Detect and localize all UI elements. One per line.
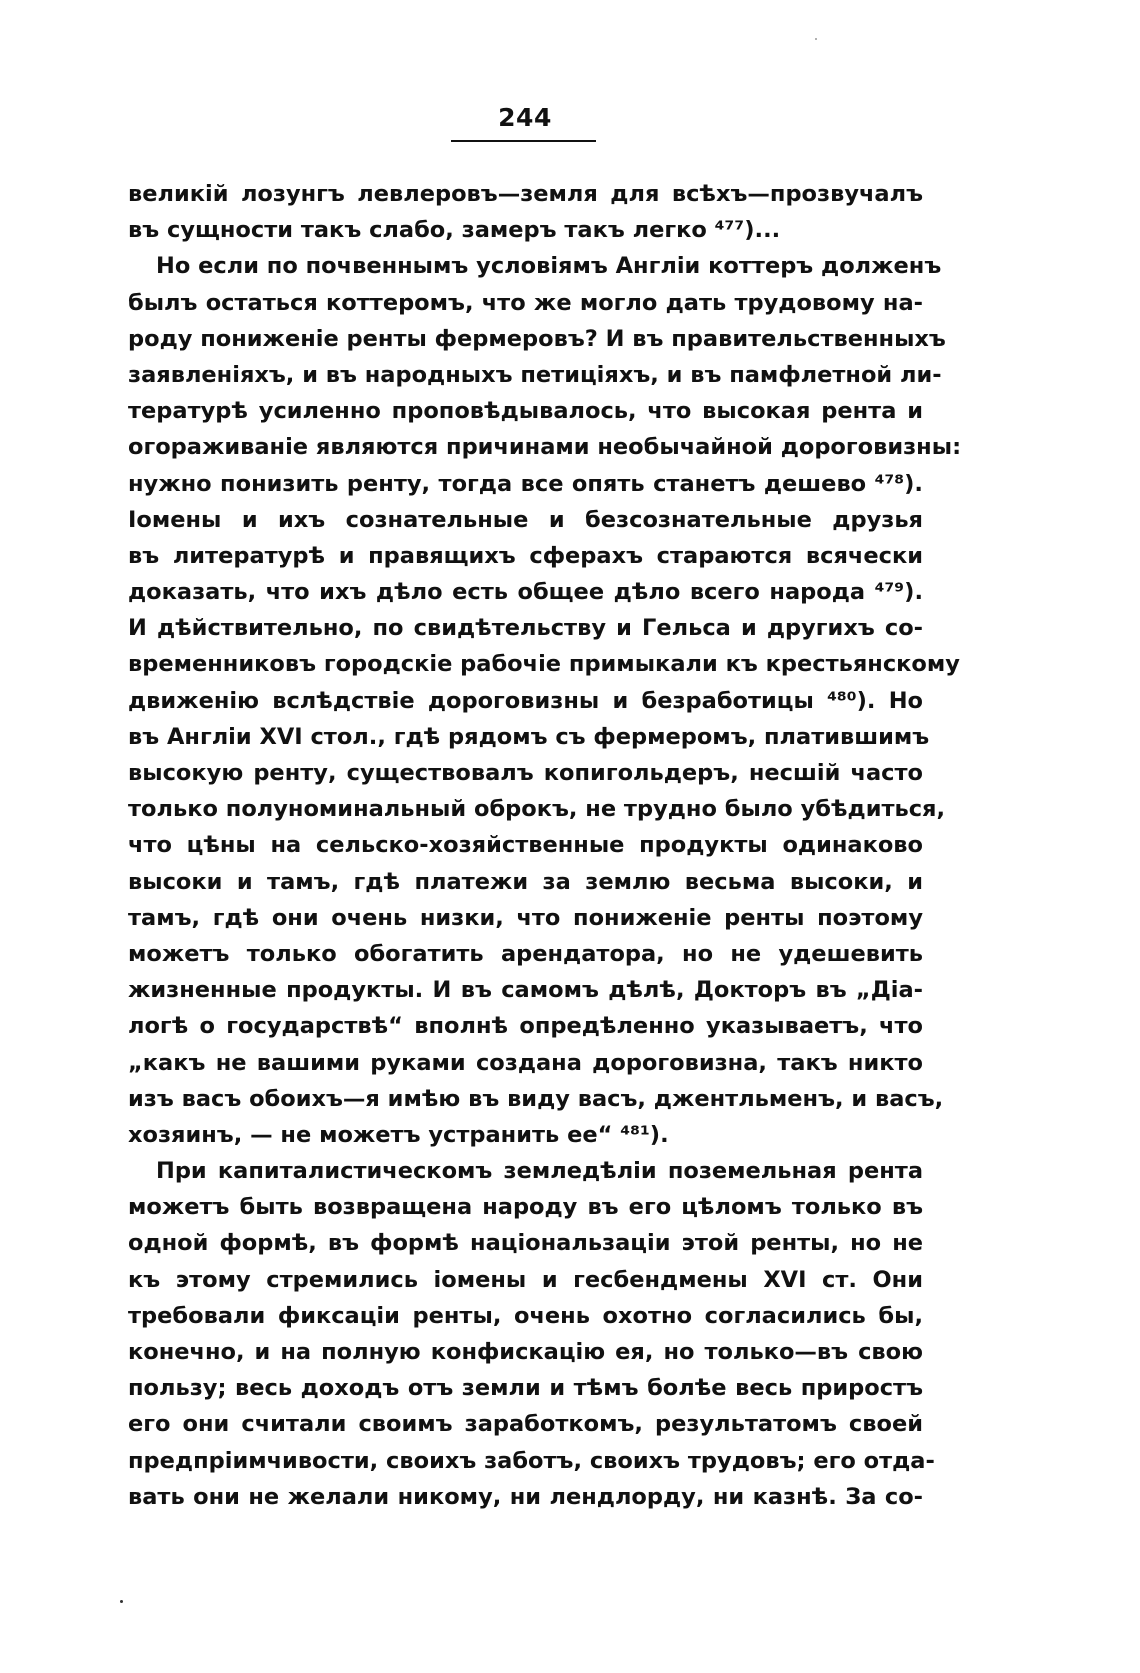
text-line: роду пониженіе ренты фермеровъ? И въ правительственныхъ xyxy=(128,325,946,352)
paragraph xyxy=(128,176,923,248)
text-line: тамъ, гдѣ они очень низки, что пониженіе ренты поэтому xyxy=(128,904,923,931)
paragraph xyxy=(128,248,962,1153)
text-line: вать они не желали никому, ни лендлорду, ни казнѣ. За со- xyxy=(128,1483,923,1510)
page-number-rule xyxy=(451,140,596,142)
text-line: только полуноминальный оброкъ, не трудно было убѣдиться, xyxy=(128,796,946,823)
text-line: его они считали своимъ заработкомъ, результатомъ своей xyxy=(128,1411,923,1438)
text-line: высоки и тамъ, гдѣ платежи за землю весьма высоки, и xyxy=(128,868,923,895)
text-line: въ литературѣ и правящихъ сферахъ стараются всячески xyxy=(128,542,923,569)
text-line: тературѣ усиленно проповѣдывалось, что высокая рента и xyxy=(128,398,923,425)
text-line: одной формѣ, въ формѣ національзаціи этой ренты, но не xyxy=(128,1230,923,1257)
text-line: Но если по почвеннымъ условіямъ Англіи коттеръ долженъ xyxy=(156,253,942,280)
text-line: Іомены и ихъ сознательные и безсознательные друзья xyxy=(128,506,923,533)
text-line: заявленіяхъ, и въ народныхъ петиціяхъ, и въ памфлетной ли- xyxy=(128,361,942,388)
text-line: въ сущности такъ слабо, замеръ такъ легко ⁴⁷⁷)... xyxy=(128,217,781,244)
text-line: конечно, и на полную конфискацію ея, но только—въ свою xyxy=(128,1339,923,1365)
text-line: огораживаніе являются причинами необычайной дороговизны: xyxy=(128,434,962,461)
text-line: При капиталистическомъ земледѣліи поземельная рента xyxy=(156,1158,923,1185)
text-line: пользу; весь доходъ отъ земли и тѣмъ болѣе весь приростъ xyxy=(128,1375,923,1402)
text-line: въ Англіи XVI стол., гдѣ рядомъ съ фермеромъ, платившимъ xyxy=(128,723,930,750)
text-line: можетъ только обогатить арендатора, но не удешевить xyxy=(128,940,923,967)
page-number: 244 xyxy=(498,103,552,132)
text-line: движенію вслѣдствіе дороговизны и безработицы ⁴⁸⁰). Но xyxy=(128,687,923,714)
text-line: логѣ о государствѣ“ вполнѣ опредѣленно указываетъ, что xyxy=(128,1013,923,1040)
text-line: можетъ быть возвращена народу въ его цѣломъ только въ xyxy=(128,1194,923,1221)
text-line: что цѣны на сельско-хозяйственные продукты одинаково xyxy=(128,832,923,859)
text-line: изъ васъ обоихъ—я имѣю въ виду васъ, джентльменъ, и васъ, xyxy=(128,1085,944,1112)
text-line: хозяинъ, — не можетъ устранить ее“ ⁴⁸¹). xyxy=(128,1121,669,1148)
text-line: былъ остаться коттеромъ, что же могло дать трудовому на- xyxy=(128,289,923,316)
paragraph xyxy=(128,1153,935,1515)
text-line: нужно понизить ренту, тогда все опять станетъ дешево ⁴⁷⁸). xyxy=(128,470,923,497)
text-line: временниковъ городскіе рабочіе примыкали къ крестьянскому xyxy=(128,651,960,678)
scan-speck xyxy=(120,1600,123,1603)
scan-speck xyxy=(815,38,817,40)
text-line: предпріимчивости, своихъ заботъ, своихъ трудовъ; его отда- xyxy=(128,1447,935,1474)
text-line: требовали фиксаціи ренты, очень охотно согласились бы, xyxy=(128,1302,923,1329)
text-line: „какъ не вашими руками создана дороговизна, такъ никто xyxy=(128,1049,923,1076)
text-line: высокую ренту, существовалъ копигольдеръ, несшій часто xyxy=(128,760,923,786)
text-line: жизненные продукты. И въ самомъ дѣлѣ, Докторъ въ „Діа- xyxy=(128,977,923,1004)
text-line: И дѣйствительно, по свидѣтельству и Гельса и другихъ со- xyxy=(128,615,923,642)
text-line: великій лозунгъ левлеровъ—земля для всѣхъ—прозвучалъ xyxy=(128,181,923,207)
text-line: доказать, что ихъ дѣло есть общее дѣло всего народа ⁴⁷⁹). xyxy=(128,579,923,606)
text-line: къ этому стремились іомены и гесбендмены XVI ст. Они xyxy=(128,1266,923,1293)
body-text xyxy=(128,176,962,1515)
